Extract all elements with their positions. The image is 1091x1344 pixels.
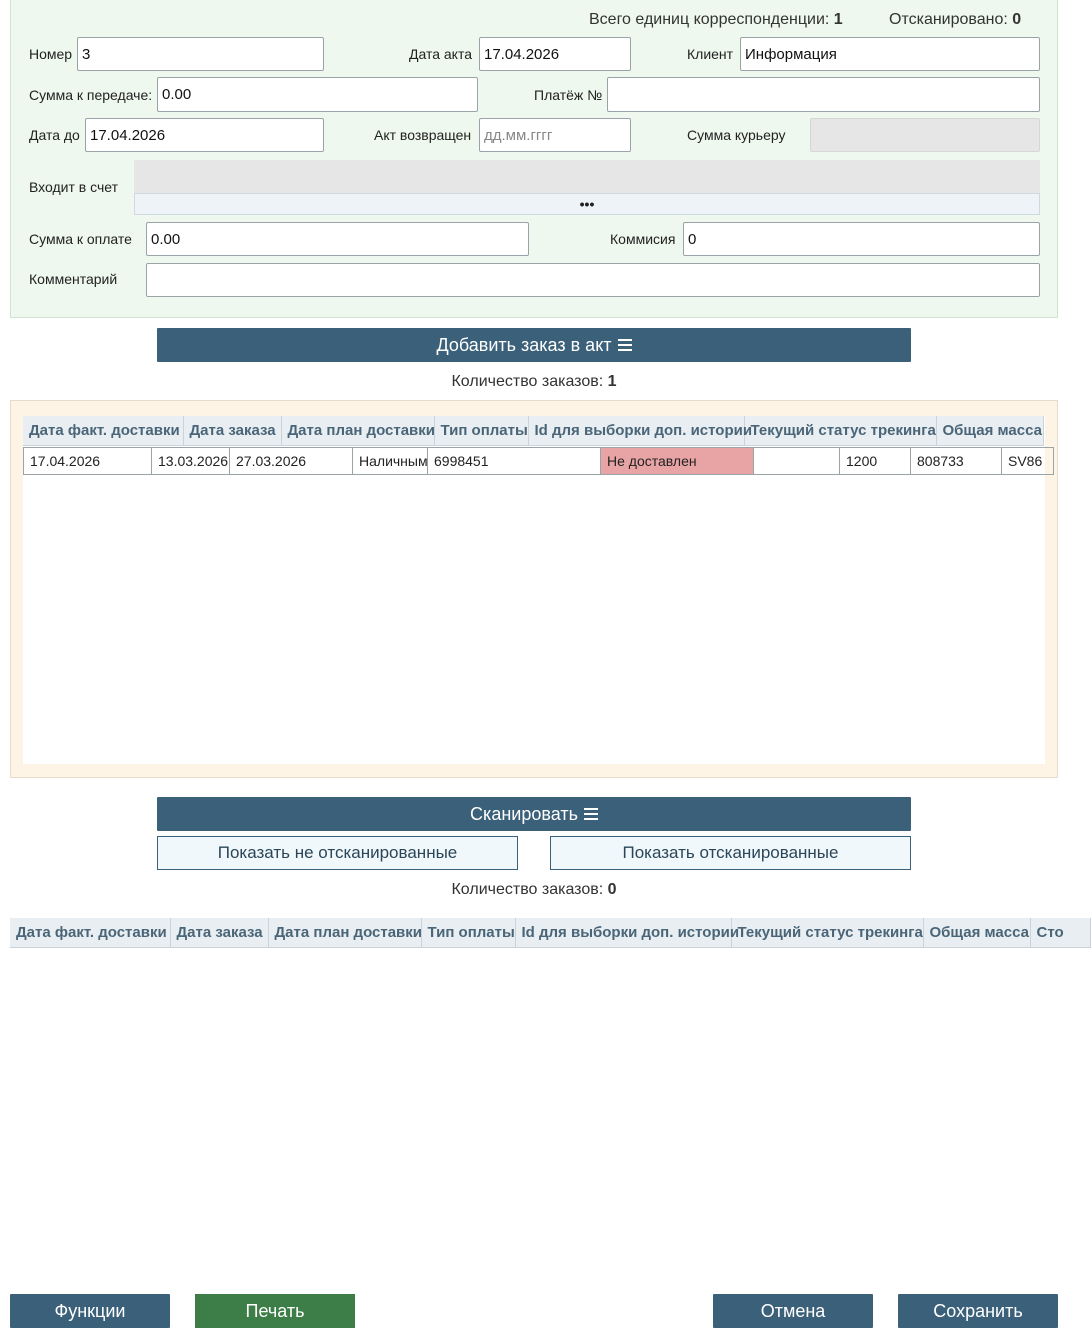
cancel-button[interactable]: Отмена bbox=[713, 1294, 873, 1328]
col-header-actual-delivery[interactable]: Дата факт. доставки bbox=[10, 918, 170, 947]
cell-order-date: 13.03.2026 bbox=[152, 447, 230, 474]
col-header-order-date[interactable]: Дата заказа bbox=[170, 918, 268, 947]
commission-input[interactable]: 0 bbox=[683, 222, 1040, 256]
total-items-counter bbox=[589, 11, 843, 29]
number-label: Номер bbox=[29, 46, 73, 62]
scanned-counter bbox=[889, 11, 1021, 29]
scanned-orders-count-value: 0 bbox=[607, 881, 617, 898]
scanned-grid bbox=[10, 918, 1064, 950]
scanned-label: Отсканировано: bbox=[889, 11, 1008, 28]
cell-empty bbox=[754, 447, 840, 474]
cell-actual-delivery: 17.04.2026 bbox=[24, 447, 152, 474]
col-header-cost[interactable]: Сто bbox=[1030, 918, 1090, 947]
add-order-label: Добавить заказ в акт bbox=[436, 334, 612, 355]
col-header-tracking-status[interactable]: Текущий статус трекинга bbox=[731, 918, 923, 947]
cell-payment-type: Наличным bbox=[353, 447, 428, 474]
courier-sum-label: Сумма курьеру bbox=[687, 127, 786, 143]
orders-panel bbox=[10, 400, 1058, 778]
col-header-total-weight[interactable]: Общая масса bbox=[936, 416, 1043, 445]
cell-code: SV86 bbox=[1002, 447, 1054, 474]
pay-sum-label: Сумма к оплате bbox=[29, 231, 132, 247]
total-items-value: 1 bbox=[833, 11, 843, 28]
comment-label: Комментарий bbox=[29, 271, 118, 287]
scanned-table bbox=[10, 918, 1091, 948]
orders-count bbox=[0, 373, 1068, 391]
col-header-tracking-status[interactable]: Текущий статус трекинга bbox=[744, 416, 936, 445]
payment-number-label: Платёж № bbox=[534, 87, 603, 103]
add-order-button[interactable] bbox=[157, 328, 911, 362]
functions-button[interactable]: Функции bbox=[10, 1294, 170, 1328]
col-header-actual-delivery[interactable]: Дата факт. доставки bbox=[23, 416, 183, 445]
save-button[interactable]: Сохранить bbox=[898, 1294, 1058, 1328]
col-header-payment-type[interactable]: Тип оплаты bbox=[434, 416, 528, 445]
col-header-planned-delivery[interactable]: Дата план доставки bbox=[268, 918, 421, 947]
col-header-order-date[interactable]: Дата заказа bbox=[183, 416, 281, 445]
orders-header-row bbox=[23, 416, 1043, 445]
comment-input[interactable] bbox=[146, 263, 1040, 297]
number-input[interactable]: 3 bbox=[77, 37, 324, 71]
commission-label: Коммисия bbox=[610, 231, 676, 247]
invoice-label: Входит в счет bbox=[29, 179, 118, 195]
cell-planned-delivery: 27.03.2026 bbox=[230, 447, 353, 474]
orders-count-value: 1 bbox=[607, 373, 617, 390]
scanned-header-row bbox=[10, 918, 1090, 947]
courier-sum-input bbox=[810, 118, 1040, 152]
scanned-orders-count bbox=[0, 881, 1068, 899]
transfer-sum-label: Сумма к передаче: bbox=[29, 87, 153, 103]
total-items-label: Всего единиц корреспонденции: bbox=[589, 11, 830, 28]
orders-grid bbox=[23, 416, 1045, 764]
act-returned-input[interactable]: дд.мм.гггг bbox=[479, 118, 631, 152]
col-header-payment-type[interactable]: Тип оплаты bbox=[421, 918, 515, 947]
client-input[interactable]: Информация bbox=[740, 37, 1040, 71]
list-icon bbox=[618, 337, 632, 353]
date-to-input[interactable]: 17.04.2026 bbox=[85, 118, 324, 152]
show-unscanned-button[interactable]: Показать не отсканированные bbox=[157, 836, 518, 870]
cell-tracking-status: Не доставлен bbox=[601, 447, 754, 474]
scanned-value: 0 bbox=[1012, 11, 1022, 28]
col-header-total-weight[interactable]: Общая масса bbox=[923, 918, 1030, 947]
orders-count-label: Количество заказов: bbox=[451, 373, 604, 390]
orders-table bbox=[23, 416, 1044, 446]
cell-weight: 1200 bbox=[840, 447, 911, 474]
transfer-sum-input[interactable]: 0.00 bbox=[157, 77, 478, 112]
show-scanned-button[interactable]: Показать отсканированные bbox=[550, 836, 911, 870]
payment-number-input[interactable] bbox=[607, 77, 1040, 112]
list-icon bbox=[584, 806, 598, 822]
date-to-label: Дата до bbox=[29, 127, 80, 143]
col-header-history-id[interactable]: Id для выборки доп. истории bbox=[528, 416, 744, 445]
client-label: Клиент bbox=[687, 46, 734, 62]
orders-body-table bbox=[23, 447, 1054, 475]
scan-button[interactable] bbox=[157, 797, 911, 831]
col-header-planned-delivery[interactable]: Дата план доставки bbox=[281, 416, 434, 445]
scanned-orders-count-label: Количество заказов: bbox=[451, 881, 604, 898]
pay-sum-input[interactable]: 0.00 bbox=[146, 222, 529, 256]
cell-history-id: 6998451 bbox=[428, 447, 601, 474]
table-row[interactable] bbox=[24, 447, 1054, 474]
cell-number: 808733 bbox=[911, 447, 1002, 474]
act-returned-label: Акт возвращен bbox=[374, 127, 472, 143]
act-date-label: Дата акта bbox=[409, 46, 472, 62]
invoice-more-button[interactable]: ••• bbox=[134, 193, 1040, 215]
invoice-field bbox=[134, 160, 1040, 193]
act-date-input[interactable]: 17.04.2026 bbox=[479, 37, 631, 71]
col-header-history-id[interactable]: Id для выборки доп. истории bbox=[515, 918, 731, 947]
print-button[interactable]: Печать bbox=[195, 1294, 355, 1328]
scan-label: Сканировать bbox=[470, 803, 578, 824]
